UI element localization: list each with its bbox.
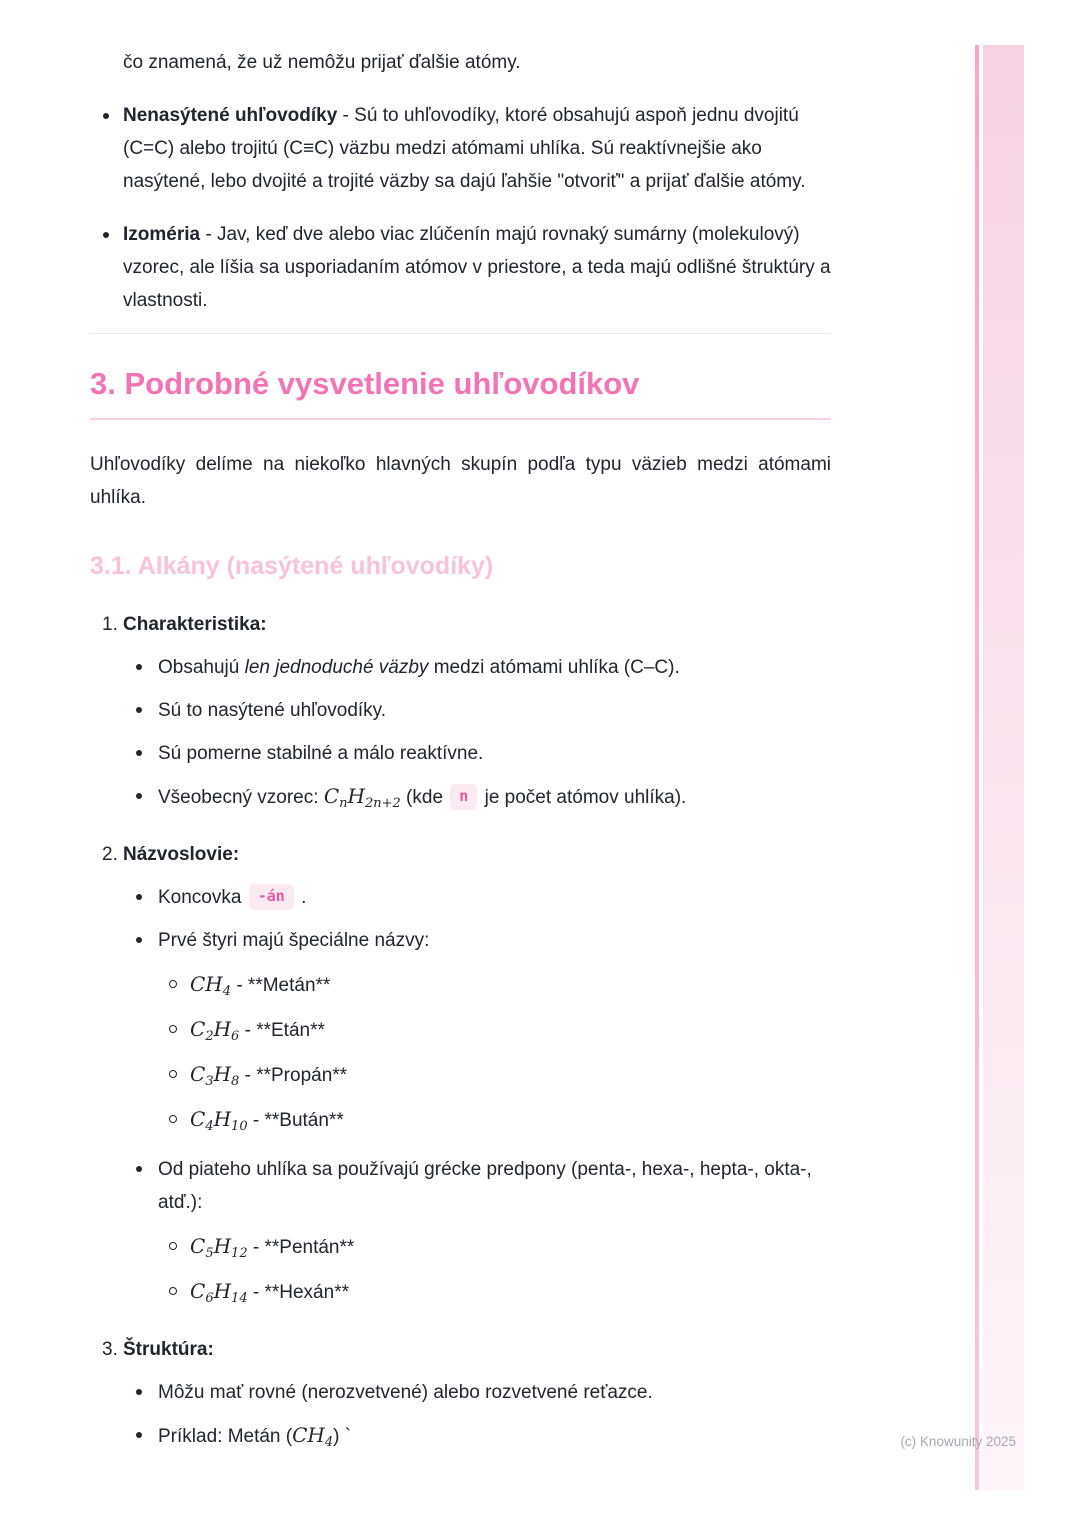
- chemical-formula: $CH_4$: [190, 972, 232, 999]
- code-pill-n: n: [450, 784, 477, 810]
- list-number: 1.: [102, 614, 118, 635]
- chemical-formula: $C_2H_6$: [190, 1017, 240, 1044]
- list-item-nazvoslovie: [90, 838, 831, 1309]
- bullet-icon: [136, 707, 142, 713]
- emphasized-text: len jednoduché väzby: [244, 657, 429, 678]
- alkane-name: - **Metán**: [236, 975, 331, 996]
- section-3-lead-paragraph: Uhľovodíky delíme na niekoľko hlavných skupín podľa typu väzieb medzi atómami uhlíka.: [90, 454, 831, 508]
- definition-term: Nenasýtené uhľovodíky: [123, 105, 338, 126]
- text-segment: Príklad: Metán (: [158, 1426, 293, 1447]
- section-divider: [90, 333, 831, 334]
- text-segment: je počet atómov uhlíka).: [479, 787, 687, 808]
- list-item-charakteristika: [90, 608, 831, 814]
- chemical-formula: $C_3H_8$: [190, 1062, 240, 1089]
- definition-text: Sú to uhľovodíky, ktoré obsahujú aspoň jednu dvojitú (C=C) alebo trojitú (C≡C) väzbu medzi atómami uhlíka. Sú reaktívnejšie ako nasýtené, lebo dvojité a trojité väzby sa dajú ľahšie "otvoriť" a prijať ďalšie atómy.: [123, 105, 806, 192]
- circle-bullet-icon: [169, 1287, 177, 1295]
- text-segment: Všeobecný vzorec:: [158, 787, 324, 808]
- definition-isomerism: [90, 218, 831, 317]
- text-segment: Sú pomerne stabilné a málo reaktívne.: [158, 743, 484, 764]
- list-label: Charakteristika:: [123, 614, 267, 635]
- circle-bullet-icon: [169, 1025, 177, 1033]
- definition-list: [90, 99, 831, 317]
- circle-bullet-icon: [169, 1242, 177, 1250]
- list-label: Názvoslovie:: [123, 844, 240, 865]
- chemical-formula: $C_4H_{10}$: [190, 1107, 248, 1134]
- circle-bullet-icon: [169, 980, 177, 988]
- bullet-icon: [136, 750, 142, 756]
- list-number: 3.: [102, 1339, 118, 1360]
- bullet-item: [90, 1376, 831, 1409]
- bullet-icon: [136, 793, 142, 799]
- definition-term: Izoméria: [123, 224, 201, 245]
- note-content: [90, 0, 831, 1453]
- bullet-icon: [103, 113, 109, 119]
- definition-separator: -: [200, 224, 217, 245]
- text-segment: Sú to nasýtené uhľovodíky.: [158, 700, 387, 721]
- alkane-name: - **Etán**: [244, 1020, 325, 1041]
- bullet-icon: [136, 1389, 142, 1395]
- definition-separator: -: [337, 105, 355, 126]
- alkane-name-item-metan: [90, 968, 831, 1002]
- list-item-struktura: [90, 1333, 831, 1453]
- intro-continuation-text: čo znamená, že už nemôžu prijať ďalšie atómy.: [123, 52, 521, 73]
- text-segment: (kde: [400, 787, 449, 808]
- bullet-icon: [136, 1432, 142, 1438]
- text-segment: Obsahujú: [158, 657, 245, 678]
- circle-bullet-icon: [169, 1115, 177, 1123]
- bullet-icon: [103, 232, 109, 238]
- list-number: 2.: [102, 844, 118, 865]
- text-segment: ) `: [333, 1426, 352, 1447]
- alkane-name: - **Pentán**: [252, 1237, 355, 1258]
- code-pill-an-suffix: -án: [249, 884, 294, 910]
- alkane-name: - **Hexán**: [252, 1282, 349, 1303]
- alkane-name-item-pentan: [90, 1230, 831, 1264]
- subsection-3-1-title: 3.1. Alkány (nasýtené uhľovodíky): [90, 552, 494, 580]
- definition-text: Jav, keď dve alebo viac zlúčenín majú rovnaký sumárny (molekulový) vzorec, ale líšia sa usporiadaním atómov v priestore, a teda majú odlišné štruktúry a vlastnosti.: [123, 224, 831, 311]
- text-segment: Od piateho uhlíka sa používajú grécke predpony (penta-, hexa-, hepta-, okta-, atď.):: [158, 1159, 812, 1213]
- definition-unsaturated-hydrocarbons: [90, 99, 831, 198]
- alkane-name: - **Propán**: [244, 1065, 348, 1086]
- side-accent-line: [975, 45, 979, 1490]
- copyright-footer: (c) Knowunity 2025: [900, 1434, 1016, 1449]
- bullet-item-example: [90, 1419, 831, 1453]
- text-segment: Prvé štyri majú špeciálne názvy:: [158, 930, 430, 951]
- alkane-name-item-propan: [90, 1058, 831, 1092]
- alkane-name-item-hexan: [90, 1275, 831, 1309]
- text-segment: medzi atómami uhlíka (C–C).: [428, 657, 680, 678]
- alkane-name-item-etan: [90, 1013, 831, 1047]
- text-segment: .: [295, 887, 307, 908]
- bullet-item: [90, 924, 831, 957]
- bullet-item: [90, 737, 831, 770]
- bullet-icon: [136, 1166, 142, 1172]
- bullet-icon: [136, 937, 142, 943]
- list-label: Štruktúra:: [123, 1339, 214, 1360]
- alkane-name: - **Bután**: [252, 1110, 344, 1131]
- circle-bullet-icon: [169, 1070, 177, 1078]
- text-segment: Koncovka: [158, 887, 247, 908]
- bullet-item-greek-prefixes: [90, 1153, 831, 1219]
- bullet-item: [90, 694, 831, 727]
- section-3-title: 3. Podrobné vysvetlenie uhľovodíkov: [90, 364, 831, 420]
- bullet-item-suffix: [90, 881, 831, 914]
- bullet-icon: [136, 664, 142, 670]
- alkane-name-item-butan: [90, 1103, 831, 1137]
- bullet-item-general-formula: [90, 780, 831, 814]
- side-gradient-band: [983, 45, 1024, 1490]
- chemical-formula: $CH_4$: [292, 1423, 334, 1450]
- bullet-icon: [136, 894, 142, 900]
- chemical-formula: $C_6H_{14}$: [190, 1279, 248, 1306]
- text-segment: Môžu mať rovné (nerozvetvené) alebo rozvetvené reťazce.: [158, 1382, 653, 1403]
- chemical-formula: $C_5H_{12}$: [190, 1234, 248, 1261]
- general-alkane-formula: $C_nH_{2n+2}$: [323, 784, 401, 811]
- bullet-item: [90, 651, 831, 684]
